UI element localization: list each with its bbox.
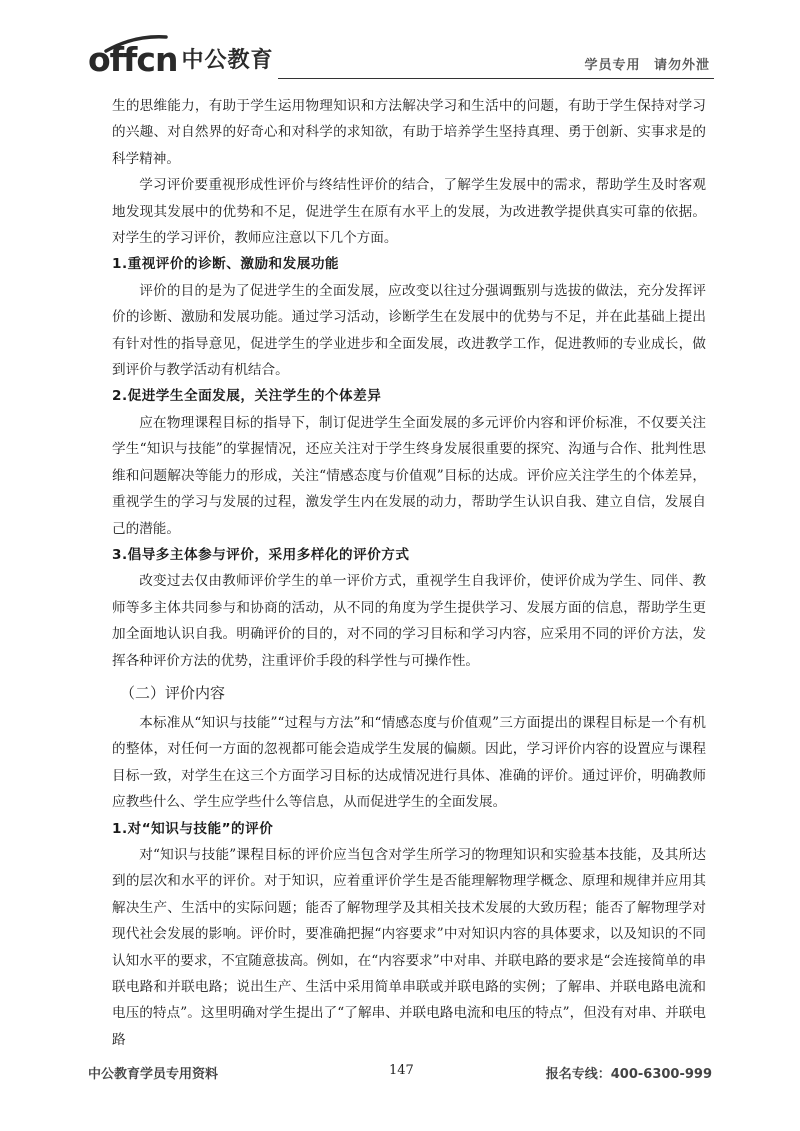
paragraph: 应在物理课程目标的指导下，制订促进学生全面发展的多元评价内容和评价标准，不仅要关注学生“知识与技能”的掌握情况，还应关注对于学生终身发展很重要的探究、沟通与合作、批判性思维和问题解决等能力的形成，关注“情感态度与价值观”目标的达成。评价应关注学生的个体差异，重视学生的学习与发展的过程，激发学生内在发展的动力，帮助学生认识自我、建立自信，发展自己的潜能。 <box>112 414 706 537</box>
page-footer <box>88 1063 712 1087</box>
paragraph: 生的思维能力，有助于学生运用物理知识和方法解决学习和生活中的问题，有助于学生保持对学习的兴趣、对自然界的好奇心和对科学的求知欲，有助于培养学生坚持真理、勇于创新、实事求是的科学精神。 <box>112 98 706 167</box>
page-header <box>88 36 714 84</box>
document-body <box>112 93 706 1053</box>
paragraph: 本标准从“知识与技能”“过程与方法”和“情感态度与价值观”三方面提出的课程目标是一个有机的整体，对任何一方面的忽视都可能会造成学生发展的偏颇。因此，学习评价内容的设置应与课程目标一致，对学生在这三个方面学习目标的达成情况进行具体、准确的评价。通过评价，明确教师应教些什么、学生应学些什么等信息，从而促进学生的全面发展。 <box>112 714 706 811</box>
logo-cn-text: 中公教育 <box>181 48 274 73</box>
logo-arc-icon <box>104 33 168 53</box>
paragraph: 评价的目的是为了促进学生的全面发展，应改变以往过分强调甄别与选拔的做法，充分发挥评价的诊断、激励和发展功能。通过学习活动，诊断学生在发展中的优势与不足，并在此基础上提出有针对性的指导意见，促进学生的学业进步和全面发展，改进教学工作，促进教师的专业成长，做到评价与教学活动有机结合。 <box>112 282 706 379</box>
section-heading: （二）评价内容 <box>120 683 226 702</box>
paragraph: 改变过去仅由教师评价学生的单一评价方式，重视学生自我评价，使评价成为学生、同伴、教师等多主体共同参与和协商的活动，从不同的角度为学生提供学习、发展方面的信息，帮助学生更加全面地认识自我。明确评价的目的，对不同的学习目标和学习内容，应采用不同的评价方法，发挥各种评价方法的优势，注重评价手段的科学性与可操作性。 <box>112 573 706 669</box>
offcn-logo <box>88 42 273 78</box>
page-number: 147 <box>389 1063 414 1078</box>
header-rule <box>278 78 714 79</box>
footer-hotline: 报名专线：400-6300-999 <box>545 1067 712 1082</box>
footer-label: 中公教育学员专用资料 <box>88 1067 219 1082</box>
paragraph: 学习评价要重视形成性评价与终结性评价的结合，了解学生发展中的需求，帮助学生及时客观地发现其发展中的优势和不足，促进学生在原有水平上的发展，为改进教学提供真实可靠的依据。对学生的学习评价，教师应注意以下几个方面。 <box>112 177 706 247</box>
header-tag: 学员专用 请勿外泄 <box>584 58 710 73</box>
paragraph: 对“知识与技能”课程目标的评价应当包含对学生所学习的物理知识和实验基本技能，及其所达到的层次和水平的评价。对于知识，应着重评价学生是否能理解物理学概念、原理和规律并应用其解决生产、生活中的实际问题；能否了解物理学及其相关技术发展的大致历程；能否了解物理学对现代社会发展的影响。评价时，要准确把握“内容要求”中对知识内容的具体要求，以及知识的不同认知水平的要求，不宜随意拔高。例如，在“内容要求”中对串、并联电路的要求是“会连接简单的串联电路和并联电路；说出生产、生活中采用简单串联或并联电路的实例；了解串、并联电路电流和电压的特点”。这里明确对学生提出了“了解串、并联电路电流和电压的特点”，但没有对串、并联电路 <box>112 846 706 1048</box>
logo-latin-text <box>88 42 177 78</box>
subheading: 3.倡导多主体参与评价，采用多样化的评价方式 <box>112 546 410 563</box>
subheading: 2.促进学生全面发展，关注学生的个体差异 <box>112 388 382 405</box>
logo-text: offcn <box>88 40 178 79</box>
subheading: 1.对“知识与技能”的评价 <box>112 820 274 837</box>
subheading: 1.重视评价的诊断、激励和发展功能 <box>112 256 340 273</box>
